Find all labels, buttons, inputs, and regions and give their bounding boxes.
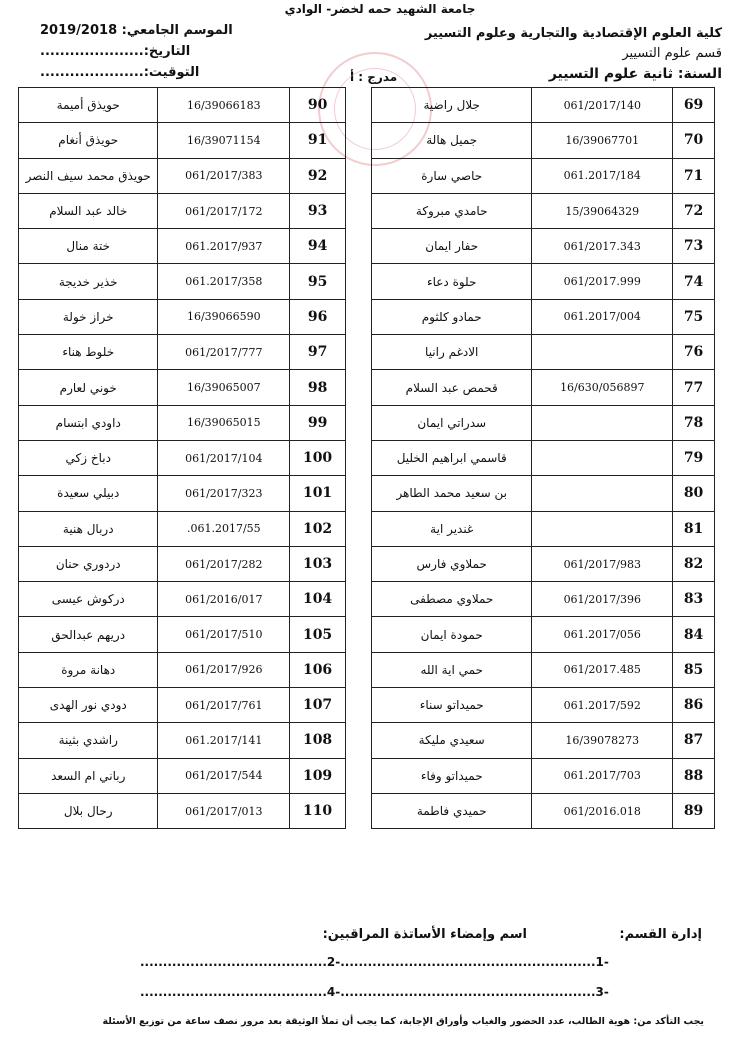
table-row	[372, 793, 715, 828]
row-number: 103	[290, 546, 346, 581]
student-id: 061/2017.999	[532, 264, 673, 299]
university-title: جامعة الشهيد حمه لخضر- الوادي	[284, 2, 476, 16]
table-row	[19, 299, 346, 334]
student-id: 16/39065007	[158, 370, 290, 405]
row-number: 70	[673, 123, 715, 158]
row-number: 84	[673, 617, 715, 652]
row-number: 91	[290, 123, 346, 158]
student-id: 061/2017/396	[532, 582, 673, 617]
table-row	[372, 652, 715, 687]
row-number: 98	[290, 370, 346, 405]
student-id: 061/2017.343	[532, 229, 673, 264]
student-name: جميل هالة	[372, 123, 532, 158]
student-name: دودي نور الهدى	[19, 688, 158, 723]
student-name: حميدي فاطمة	[372, 793, 532, 828]
instructions-note: يجب التأكد من: هوية الطالب، عدد الحضور والغياب وأوراق الإجابة، كما يجب أن تملأ الوثيقة بعد مرور نصف ساعة من توزيع الأسئلة	[102, 1016, 704, 1027]
student-name: رحال بلال	[19, 793, 158, 828]
table-row	[19, 335, 346, 370]
row-number: 89	[673, 793, 715, 828]
student-name: حملاوي مصطفى	[372, 582, 532, 617]
table-row	[19, 511, 346, 546]
student-name: داودي ابتسام	[19, 405, 158, 440]
student-id: 061/2017/013	[158, 793, 290, 828]
student-name: غندير اية	[372, 511, 532, 546]
table-row	[372, 299, 715, 334]
student-id: 061.2017/703	[532, 758, 673, 793]
student-id: 061.2017/592	[532, 688, 673, 723]
row-number: 97	[290, 335, 346, 370]
table-row	[372, 229, 715, 264]
student-id: 16/39066590	[158, 299, 290, 334]
student-id: 061/2017/777	[158, 335, 290, 370]
row-number: 104	[290, 582, 346, 617]
student-name: خلوط هناء	[19, 335, 158, 370]
row-number: 96	[290, 299, 346, 334]
row-number: 86	[673, 688, 715, 723]
student-name: قاسمي ابراهيم الخليل	[372, 440, 532, 475]
student-id: 061.2017/358	[158, 264, 290, 299]
student-id: 15/39064329	[532, 193, 673, 228]
table-row	[372, 193, 715, 228]
table-row	[372, 723, 715, 758]
row-number: 80	[673, 476, 715, 511]
signature-line-1: -1........................................................-2.........................................	[140, 955, 609, 969]
table-row	[19, 88, 346, 123]
row-number: 100	[290, 440, 346, 475]
table-row	[19, 123, 346, 158]
row-number: 110	[290, 793, 346, 828]
student-name: خوني لعارم	[19, 370, 158, 405]
table-row	[19, 723, 346, 758]
student-name: سعيدي مليكة	[372, 723, 532, 758]
row-number: 81	[673, 511, 715, 546]
student-id: 061.2017/937	[158, 229, 290, 264]
row-number: 83	[673, 582, 715, 617]
student-name: دركوش عيسى	[19, 582, 158, 617]
student-id: 061/2017/544	[158, 758, 290, 793]
table-row	[372, 405, 715, 440]
table-row	[19, 193, 346, 228]
student-name: حويذق محمد سيف النصر	[19, 158, 158, 193]
student-id: 061/2017/323	[158, 476, 290, 511]
table-row	[372, 440, 715, 475]
table-row	[19, 440, 346, 475]
signature-line-2: -3........................................................-4.........................................	[140, 985, 609, 999]
table-row	[372, 617, 715, 652]
student-id: 16/39078273	[532, 723, 673, 758]
student-name: حويذق أميمة	[19, 88, 158, 123]
row-number: 106	[290, 652, 346, 687]
student-id	[532, 476, 673, 511]
student-name: خراز خولة	[19, 299, 158, 334]
table-row	[372, 758, 715, 793]
time-field: التوقيت:.....................	[40, 65, 200, 80]
student-name: بن سعيد محمد الطاهر	[372, 476, 532, 511]
student-name: سدراتي ايمان	[372, 405, 532, 440]
row-number: 105	[290, 617, 346, 652]
row-number: 87	[673, 723, 715, 758]
student-id: 061.2017/184	[532, 158, 673, 193]
table-row	[19, 229, 346, 264]
student-name: ختة منال	[19, 229, 158, 264]
row-number: 95	[290, 264, 346, 299]
student-name: حلوة دعاء	[372, 264, 532, 299]
student-id: 061/2016.018	[532, 793, 673, 828]
year-label: السنة: ثانية علوم التسيير	[548, 66, 722, 82]
row-number: 99	[290, 405, 346, 440]
student-id: 16/39071154	[158, 123, 290, 158]
student-name: حمودة ايمان	[372, 617, 532, 652]
student-name: راشدي بثينة	[19, 723, 158, 758]
student-id: 061/2017/172	[158, 193, 290, 228]
row-number: 107	[290, 688, 346, 723]
table-row	[372, 688, 715, 723]
table-row	[19, 546, 346, 581]
department-name: قسم علوم التسيير	[622, 46, 722, 61]
table-row	[19, 405, 346, 440]
row-number: 69	[673, 88, 715, 123]
table-row	[19, 652, 346, 687]
student-name: جلال راضية	[372, 88, 532, 123]
student-name: حمادو كلثوم	[372, 299, 532, 334]
table-row	[372, 88, 715, 123]
table-row	[19, 793, 346, 828]
student-id: 16/630/056897	[532, 370, 673, 405]
table-row	[372, 476, 715, 511]
row-number: 77	[673, 370, 715, 405]
student-name: دهانة مروة	[19, 652, 158, 687]
row-number: 85	[673, 652, 715, 687]
student-id: 061/2017/983	[532, 546, 673, 581]
student-name: دربال هنية	[19, 511, 158, 546]
row-number: 92	[290, 158, 346, 193]
row-number: 90	[290, 88, 346, 123]
table-row	[372, 546, 715, 581]
table-row	[372, 511, 715, 546]
department-admin-label: إدارة القسم:	[619, 927, 702, 942]
student-name: حميداتو سناء	[372, 688, 532, 723]
student-id: 061/2017/282	[158, 546, 290, 581]
student-id: 061.2017/141	[158, 723, 290, 758]
row-number: 76	[673, 335, 715, 370]
table-row	[372, 264, 715, 299]
student-name: حاصي سارة	[372, 158, 532, 193]
student-name: حملاوي فارس	[372, 546, 532, 581]
row-number: 71	[673, 158, 715, 193]
row-number: 72	[673, 193, 715, 228]
student-name: خذير خديجة	[19, 264, 158, 299]
student-id: 061/2017/140	[532, 88, 673, 123]
faculty-name: كلية العلوم الإقتصادية والتجارية وعلوم التسيير	[424, 26, 722, 41]
student-name: حميداتو وفاء	[372, 758, 532, 793]
table-row	[372, 335, 715, 370]
table-row	[19, 370, 346, 405]
row-number: 79	[673, 440, 715, 475]
student-id: 061.2017/55.	[158, 511, 290, 546]
table-row	[19, 158, 346, 193]
student-id: 061/2017/510	[158, 617, 290, 652]
row-number: 74	[673, 264, 715, 299]
student-id: 16/39065015	[158, 405, 290, 440]
row-number: 88	[673, 758, 715, 793]
row-number: 109	[290, 758, 346, 793]
row-number: 102	[290, 511, 346, 546]
student-name: حامدي مبروكة	[372, 193, 532, 228]
table-row	[19, 476, 346, 511]
table-row	[372, 123, 715, 158]
student-id	[532, 511, 673, 546]
student-id: 16/39067701	[532, 123, 673, 158]
student-id: 061.2017/056	[532, 617, 673, 652]
student-id: 061.2017/004	[532, 299, 673, 334]
student-name: قحمص عبد السلام	[372, 370, 532, 405]
student-id: 061/2017.485	[532, 652, 673, 687]
proctors-label: اسم وإمضاء الأساتذة المراقبين:	[322, 927, 527, 942]
student-name: رباني ام السعد	[19, 758, 158, 793]
student-name: دباخ زكي	[19, 440, 158, 475]
student-name: حمي اية الله	[372, 652, 532, 687]
student-id: 061/2017/761	[158, 688, 290, 723]
student-id	[532, 335, 673, 370]
row-number: 75	[673, 299, 715, 334]
table-row	[19, 688, 346, 723]
table-row	[19, 264, 346, 299]
student-name: حويذق أنغام	[19, 123, 158, 158]
group-label: مدرج : أ	[350, 70, 398, 84]
table-row	[372, 582, 715, 617]
student-id: 061/2016/017	[158, 582, 290, 617]
table-row	[19, 758, 346, 793]
student-id: 061/2017/383	[158, 158, 290, 193]
student-id: 061/2017/104	[158, 440, 290, 475]
student-id: 16/39066183	[158, 88, 290, 123]
student-name: الادغم رانيا	[372, 335, 532, 370]
date-field: التاريخ:.....................	[40, 44, 191, 59]
student-name: دبيلي سعيدة	[19, 476, 158, 511]
student-name: حفار ايمان	[372, 229, 532, 264]
row-number: 73	[673, 229, 715, 264]
attendance-table-right	[371, 87, 715, 829]
row-number: 82	[673, 546, 715, 581]
student-name: دردوري حنان	[19, 546, 158, 581]
row-number: 101	[290, 476, 346, 511]
student-name: خالد عبد السلام	[19, 193, 158, 228]
academic-season: الموسم الجامعي: 2019/2018	[40, 23, 233, 38]
row-number: 78	[673, 405, 715, 440]
row-number: 108	[290, 723, 346, 758]
student-name: دريهم عبدالحق	[19, 617, 158, 652]
student-id	[532, 440, 673, 475]
row-number: 94	[290, 229, 346, 264]
student-id: 061/2017/926	[158, 652, 290, 687]
table-row	[372, 158, 715, 193]
row-number: 93	[290, 193, 346, 228]
attendance-table-left	[18, 87, 346, 829]
table-row	[372, 370, 715, 405]
student-id	[532, 405, 673, 440]
table-row	[19, 617, 346, 652]
table-row	[19, 582, 346, 617]
